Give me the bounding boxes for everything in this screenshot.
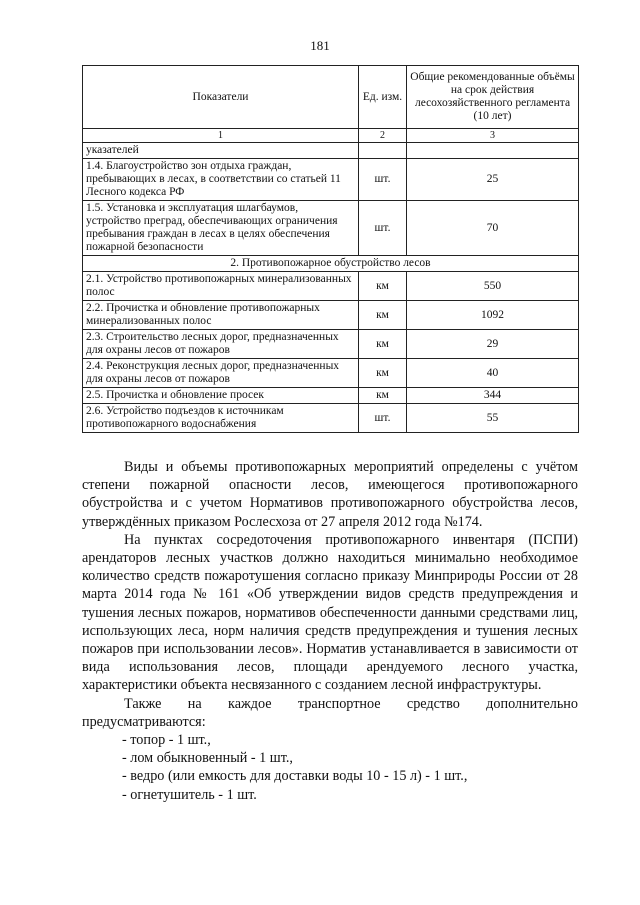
row-name: 2.6. Устройство подъездов к источникам противопожарного водоснабжения — [83, 404, 359, 433]
table-row — [83, 388, 579, 404]
table-row — [83, 159, 579, 201]
section-row — [83, 256, 579, 272]
list-item: - огнетушитель - 1 шт. — [122, 786, 257, 803]
header-indicator: Показатели — [83, 66, 359, 129]
row-unit: км — [359, 359, 407, 388]
column-number: 3 — [407, 129, 579, 143]
row-name: 1.5. Установка и эксплуатация шлагбаумов, устройство преград, обеспечивающих ограничения пребывания граждан в лесах в целях обеспечения пожарной безопасности — [83, 201, 359, 256]
body-text — [82, 458, 578, 804]
row-name: 2.3. Строительство лесных дорог, предназначенных для охраны лесов от пожаров — [83, 330, 359, 359]
header-unit: Ед. изм. — [359, 66, 407, 129]
row-value: 29 — [407, 330, 579, 359]
paragraph-vehicles: Также на каждое транспортное средство дополнительно предусматриваются: — [82, 695, 578, 730]
list-item: - лом обыкновенный - 1 шт., — [122, 750, 293, 767]
row-name: 2.5. Прочистка и обновление просек — [83, 388, 359, 404]
column-number: 2 — [359, 129, 407, 143]
paragraph-fire-measures: Виды и объемы противопожарных мероприятий определены с учётом степени пожарной опасности лесов, имеющегося противопожарного обустройства и с учетом Нормативов противопожарного обустройства лесов, утверждённых приказом Рослесхоза от 27 апреля 2012 года №174. — [82, 459, 578, 530]
page-number: 181 — [310, 38, 330, 53]
table-row — [83, 330, 579, 359]
list-item: - топор - 1 шт., — [122, 732, 211, 749]
row-unit: шт. — [359, 404, 407, 433]
list-item: - ведро (или емкость для доставки воды 10 - 15 л) - 1 шт., — [122, 768, 468, 785]
row-unit: шт. — [359, 201, 407, 256]
column-number-row — [83, 129, 579, 143]
table-row — [83, 359, 579, 388]
row-value: 55 — [407, 404, 579, 433]
paragraph-pspi: На пунктах сосредоточения противопожарного инвентаря (ПСПИ) арендаторов лесных участков должно находиться минимально необходимое количество средств пожаротушения согласно приказу Минприроды России от 28 марта 2014 года № 161 «Об утверждении видов средств предупреждения и тушения лесных пожаров, нормативов обеспеченности данными средствами лиц, использующих леса, норм наличия средств предупреждения и тушения лесных пожаров при использовании лесов». Норматив устанавливается в зависимости от вида использования лесов, площади арендуемого лесного участка, характеристики объекта несвязанного с созданием лесной инфраструктуры. — [82, 531, 578, 694]
row-value: 344 — [407, 388, 579, 404]
row-unit: км — [359, 272, 407, 301]
header-volume: Общие рекомендованные объёмы на срок действия лесохозяйственного регламента (10 лет) — [407, 66, 579, 129]
row-value: 70 — [407, 201, 579, 256]
section-title: 2. Противопожарное обустройство лесов — [83, 256, 579, 272]
row-value: 550 — [407, 272, 579, 301]
row-unit: шт. — [359, 159, 407, 201]
row-name: 2.1. Устройство противопожарных минерализованных полос — [83, 272, 359, 301]
row-name: 2.4. Реконструкция лесных дорог, предназначенных для охраны лесов от пожаров — [83, 359, 359, 388]
column-number: 1 — [83, 129, 359, 143]
row-value: 1092 — [407, 301, 579, 330]
row-value: 25 — [407, 159, 579, 201]
row-value: 40 — [407, 359, 579, 388]
fire-measures-table — [82, 65, 579, 433]
table-header-row — [83, 66, 579, 129]
table-row — [83, 272, 579, 301]
table-row — [83, 143, 579, 159]
table-row — [83, 201, 579, 256]
row-name: указателей — [83, 143, 359, 159]
row-unit: км — [359, 301, 407, 330]
row-name: 2.2. Прочистка и обновление противопожарных минерализованных полос — [83, 301, 359, 330]
table-row — [83, 404, 579, 433]
row-unit: км — [359, 330, 407, 359]
table-row — [83, 301, 579, 330]
row-unit: км — [359, 388, 407, 404]
row-name: 1.4. Благоустройство зон отдыха граждан, пребывающих в лесах, в соответствии со статьей 11 Лесного кодекса РФ — [83, 159, 359, 201]
